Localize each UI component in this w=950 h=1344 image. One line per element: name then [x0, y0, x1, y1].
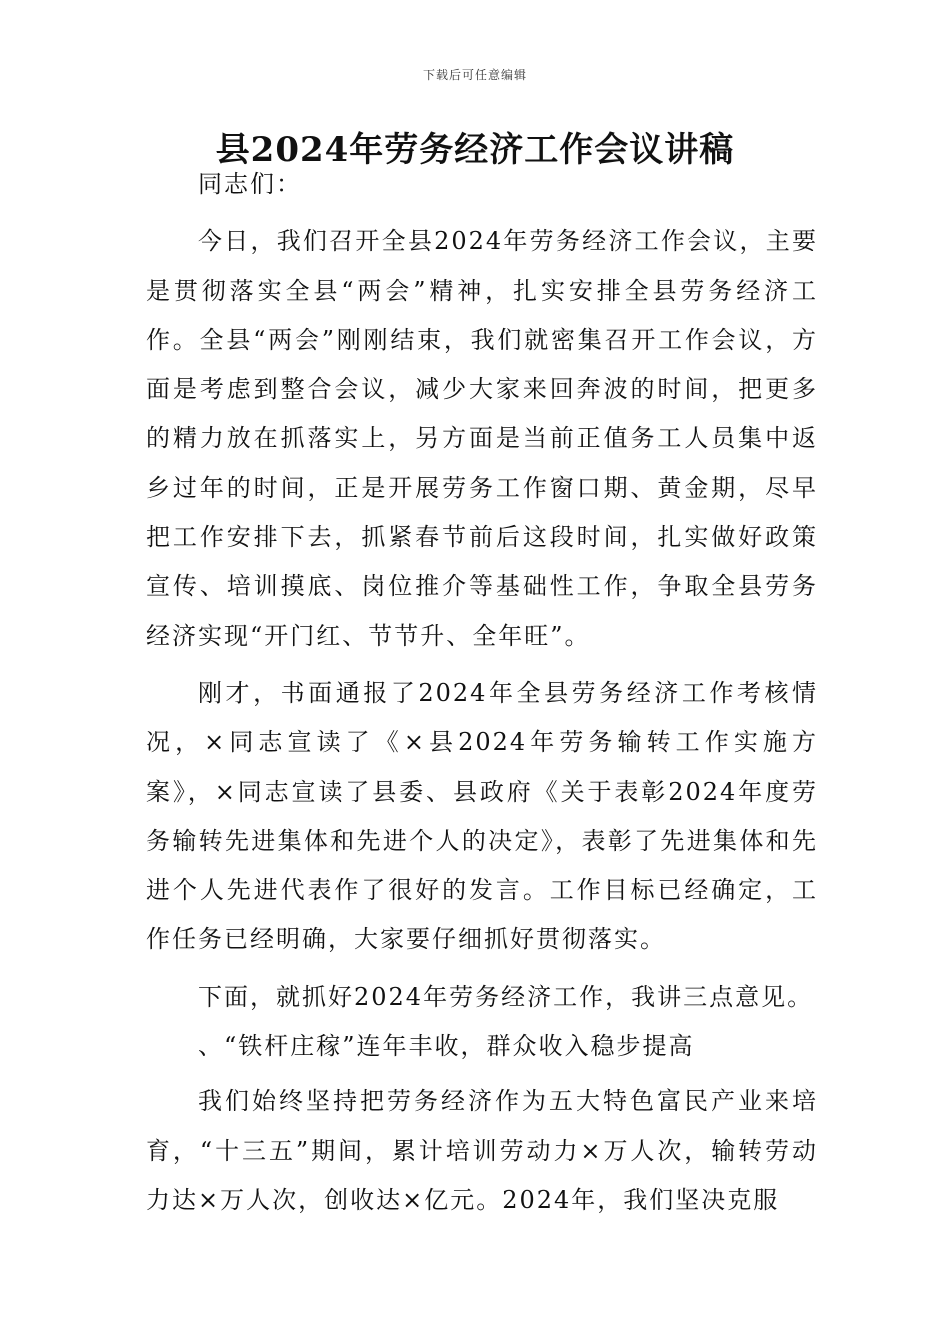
document-title: 县2024年劳务经济工作会议讲稿	[215, 130, 735, 170]
document-body	[146, 150, 818, 1225]
section-heading-one: 、“铁杆庄稼”连年丰收，群众收入稳步提高	[198, 1032, 695, 1061]
header-note: 下载后可任意编辑	[422, 68, 527, 82]
salutation: 同志们：	[198, 170, 302, 198]
paragraph-report: 刚才，书面通报了2024年全县劳务经济工作考核情况，×同志宣读了《×县2024年劳务输转工作实施方案》，×同志宣读了县委、县政府《关于表彰2024年度劳务输转先进集体和先进个人的决定》，表彰了先进集体和先进个人先进代表作了很好的发言。工作目标已经确定，工作任务已经明确，大家要仔细抓好贯彻落实。	[146, 678, 818, 954]
paragraph-three-points: 下面，就抓好2024年劳务经济工作，我讲三点意见。	[198, 982, 814, 1011]
paragraph-achievements: 我们始终坚持把劳务经济作为五大特色富民产业来培育，“十三五”期间，累计培训劳动力×万人次，输转劳动力达×万人次，创收达×亿元。2024年，我们坚决克服	[146, 1087, 818, 1214]
paragraph-opening: 今日，我们召开全县2024年劳务经济工作会议，主要是贯彻落实全县“两会”精神，扎实安排全县劳务经济工作。全县“两会”刚刚结束，我们就密集召开工作会议，方面是考虑到整合会议，减少大家来回奔波的时间，把更多的精力放在抓落实上，另方面是当前正值务工人员集中返乡过年的时间，正是开展劳务工作窗口期、黄金期，尽早把工作安排下去，抓紧春节前后这段时间，扎实做好政策宣传、培训摸底、岗位推介等基础性工作，争取全县劳务经济实现“开门红、节节升、全年旺”。	[146, 227, 818, 650]
